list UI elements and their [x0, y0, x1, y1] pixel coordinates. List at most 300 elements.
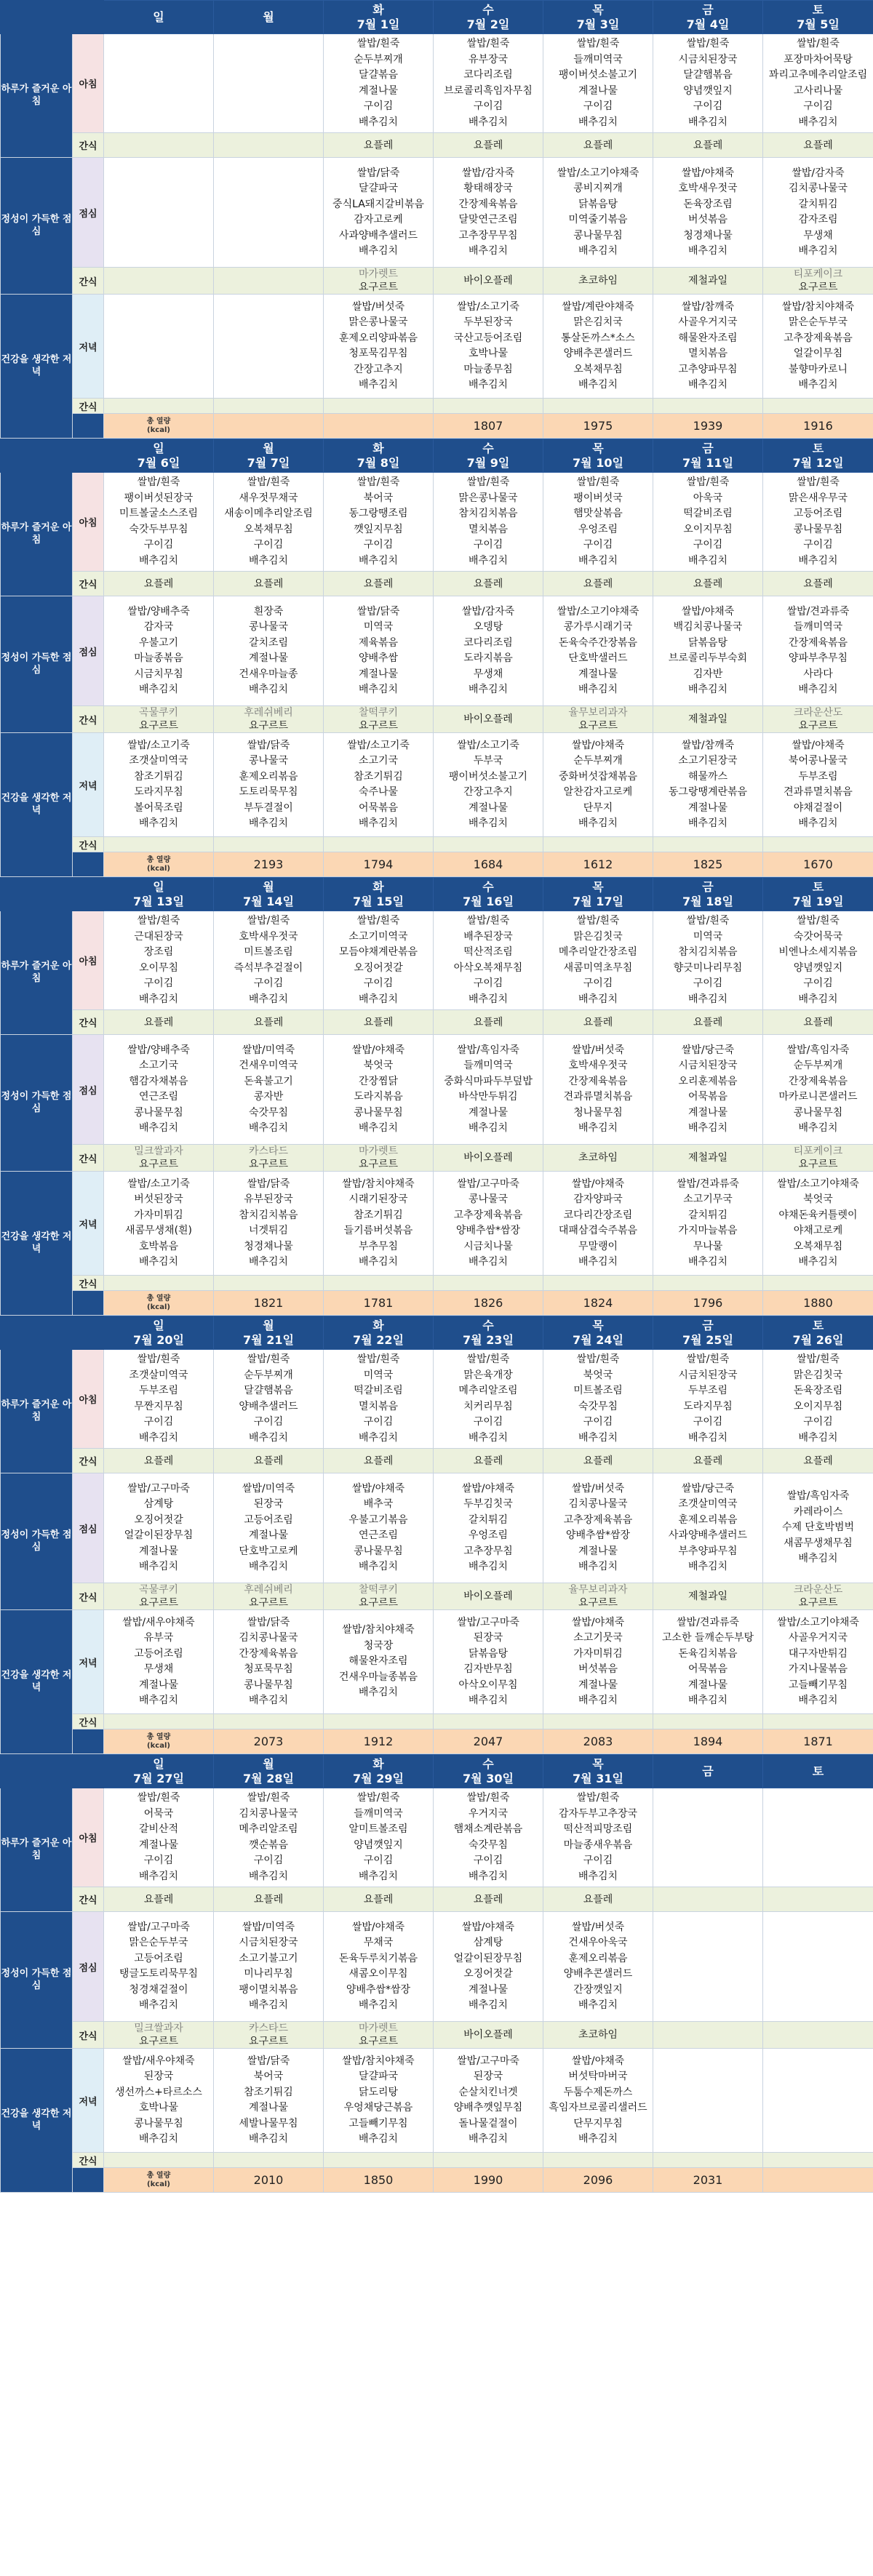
menu-item: 쌀밥/흑임자죽 [786, 1490, 850, 1503]
menu-item: 버섯탁마버국 [568, 2071, 628, 2082]
menu-item: 코다리조림 [463, 69, 513, 81]
menu-item: 얼갈이된장무침 [453, 1952, 523, 1964]
lunch-cell [434, 158, 543, 268]
menu-row-breakfast [1, 473, 873, 572]
menu-item: 배추김치 [468, 1870, 509, 1882]
section-label-dinner: 건강을 생각한 저녁 [1, 295, 73, 439]
menu-item: 배추김치 [468, 1999, 509, 2011]
menu-item: 배추김치 [687, 1256, 728, 1268]
menu-item: 배추김치 [138, 554, 179, 567]
menu-item: 배추김치 [358, 554, 399, 567]
menu-item: 배추김치 [687, 993, 728, 1005]
menu-item: 티포케이크 [793, 268, 843, 280]
row-label-lunch: 점심 [73, 158, 104, 268]
menu-item: 쌀밥/고구마죽 [457, 1177, 519, 1190]
menu-item: 요플레 [253, 1016, 284, 1028]
day-date: 7월 11일 [682, 455, 733, 470]
menu-item: 계절나물 [358, 84, 399, 97]
menu-item: 계절나물 [138, 1679, 179, 1691]
menu-item: 단호박고로케 [239, 1545, 298, 1557]
menu-row-dinner [1, 1610, 873, 1714]
menu-item: 초코하임 [578, 2029, 618, 2041]
menu-item: 배추김치 [578, 1256, 618, 1268]
menu-item: 구이김 [253, 1855, 284, 1866]
menu-item: 찰떡쿠키 [358, 707, 399, 719]
menu-item: 버섯볶음 [687, 214, 728, 225]
day-header [434, 1755, 543, 1788]
day-name: 금 [702, 2, 714, 17]
empty-cell [104, 2153, 214, 2168]
empty-cell [653, 837, 763, 852]
day-date: 7월 26일 [792, 1332, 844, 1347]
day-header [763, 439, 873, 473]
menu-item: 부추양파무침 [678, 1545, 738, 1557]
menu-item: 구이김 [803, 1416, 833, 1428]
section-spacer [73, 414, 104, 439]
menu-item: 야채겉절이 [793, 801, 843, 814]
menu-item: 소고기뭇국 [573, 1632, 623, 1644]
menu-item: 가지마늘볶음 [678, 1225, 738, 1236]
menu-item: 배추김치 [578, 1695, 618, 1706]
lunch-cell [543, 596, 653, 706]
menu-item: 구이김 [473, 100, 503, 112]
empty-cell [104, 1714, 214, 1729]
menu-item: 맑은콩나물국 [348, 316, 408, 328]
menu-item: 두부조림 [138, 1385, 179, 1396]
menu-item: 청경채겉절이 [129, 1983, 188, 1996]
day-name: 목 [592, 441, 604, 455]
menu-item: 팽이버섯소불고기 [558, 69, 638, 81]
snack_am-cell [543, 1010, 653, 1035]
menu-item: 쌀밥/닭죽 [247, 1616, 290, 1628]
snack_pm-cell [653, 706, 763, 733]
week-header-row [1, 1316, 873, 1350]
menu-item: 제육볶음 [358, 636, 399, 649]
menu-item: 쌀밥/흰죽 [247, 1792, 290, 1804]
lunch-cell [104, 1912, 214, 2022]
menu-item: 북어국 [253, 2071, 284, 2082]
menu-item: 갈치조림 [248, 636, 289, 649]
menu-row-lunch [1, 596, 873, 706]
menu-item: 배추김치 [468, 554, 509, 567]
menu-item: 해물완자조림 [348, 1655, 408, 1668]
day-header [543, 1316, 653, 1350]
header-corner [1, 1, 104, 34]
breakfast-cell [214, 473, 324, 572]
menu-item: 구이김 [143, 977, 174, 989]
day-header [763, 1, 873, 34]
kcal-label [104, 1729, 214, 1754]
menu-item: 참조기튀김 [354, 770, 403, 783]
menu-item: 마늘종무침 [463, 363, 513, 375]
menu-row-snack_am [1, 1010, 873, 1035]
kcal-value: 1796 [653, 1291, 763, 1316]
dinner-cell [104, 2049, 214, 2153]
menu-item: 쌀밥/닭죽 [356, 605, 400, 617]
menu-item: 후레쉬베리 [244, 1584, 293, 1596]
menu-item: 요플레 [583, 1016, 613, 1028]
snack_pm-cell [653, 1145, 763, 1172]
breakfast-cell [653, 473, 763, 572]
menu-item: 카레라이스 [793, 1505, 843, 1518]
day-header [653, 878, 763, 911]
menu-item: 생선까스+타르소스 [115, 2086, 202, 2098]
menu-item: 요플레 [803, 577, 833, 590]
menu-item: 훈제오리볶음 [239, 770, 298, 783]
menu-item: 배추김치 [798, 554, 838, 567]
menu-item: 청포묵무침 [244, 1663, 293, 1675]
menu-item: 무나물 [693, 1240, 723, 1252]
menu-item: 바이오플레 [463, 1591, 513, 1602]
menu-item: 시금치된장국 [678, 1060, 738, 1071]
empty-cell [653, 2153, 763, 2168]
snack_pm-cell [104, 2022, 214, 2049]
menu-item: 호박나물 [468, 348, 509, 359]
menu-item: 콩나물무침 [793, 523, 843, 535]
menu-item: 쌀밥/흰죽 [797, 38, 840, 49]
menu-item: 떡갈비조림 [683, 508, 733, 519]
menu-row-kcal [1, 1729, 873, 1754]
menu-item: 쌀밥/흰죽 [137, 915, 180, 927]
menu-row-kcal [1, 2168, 873, 2193]
kcal-value: 1894 [653, 1729, 763, 1754]
day-date: 7월 1일 [356, 17, 400, 31]
breakfast-cell [324, 1788, 434, 1887]
menu-item: 크라운산도 [793, 1584, 843, 1596]
menu-item: 요플레 [363, 1893, 394, 1905]
menu-item: 미트볼조림 [573, 1385, 623, 1396]
lunch-cell [434, 1473, 543, 1583]
menu-item: 간장고추지 [354, 363, 403, 375]
breakfast-cell [104, 911, 214, 1010]
menu-row-kcal [1, 1291, 873, 1316]
menu-item: 배추된장국 [463, 930, 513, 943]
day-date: 7월 8일 [356, 455, 400, 470]
dinner-cell [434, 2049, 543, 2153]
menu-item: 제철과일 [687, 1152, 728, 1164]
menu-item: 쌀밥/야채죽 [461, 1482, 515, 1495]
menu-item: 쌀밥/참치야채죽 [342, 2055, 415, 2067]
snack_pm-cell [104, 1145, 214, 1172]
menu-item: 콩나물무침 [354, 1545, 403, 1557]
menu-item: 숙갓무침 [248, 1106, 289, 1119]
empty-cell [653, 1714, 763, 1729]
menu-item: 훈제오리볶음 [678, 1513, 738, 1526]
menu-item: 순두부찌개 [354, 53, 403, 65]
menu-item: 배추김치 [687, 116, 728, 128]
menu-item: 된장국 [473, 1632, 503, 1644]
menu-item: 고소한 들깨순두부탕 [661, 1632, 754, 1644]
kcal-value: 1807 [434, 414, 543, 439]
menu-item: 우불고기 [138, 636, 179, 649]
row-label-lunch: 점심 [73, 596, 104, 706]
menu-item: 맑은김칫국 [793, 1369, 843, 1381]
dinner-cell [543, 1172, 653, 1276]
day-name: 목 [592, 879, 604, 894]
menu-item: 팽이버섯소불고기 [448, 770, 528, 783]
menu-item: 참조기튀김 [354, 1209, 403, 1221]
menu-item: 쌀밥/야채죽 [351, 1482, 405, 1495]
menu-item: 연근조림 [138, 1091, 179, 1103]
dinner-cell [214, 733, 324, 837]
menu-item: 조갯살미역국 [129, 755, 188, 767]
breakfast-cell [434, 34, 543, 133]
menu-item: 소고기미역국 [348, 930, 408, 943]
snack_pm-cell [653, 268, 763, 295]
menu-item: 청국장 [363, 1639, 394, 1652]
menu-item: 배추김치 [248, 817, 289, 829]
menu-item: 구이김 [143, 539, 174, 551]
menu-item: 버섯볶음 [578, 1663, 618, 1675]
menu-item: 구이김 [253, 1416, 284, 1428]
lunch-cell [653, 158, 763, 268]
menu-row-snack_pm [1, 1583, 873, 1610]
day-header [214, 1316, 324, 1350]
menu-row-snack_pm [1, 2022, 873, 2049]
menu-item: 바이오플레 [463, 1152, 513, 1164]
snack_pm-cell [434, 268, 543, 295]
menu-item: 중화식마파두부덮밥 [444, 1075, 533, 1087]
lunch-cell [104, 1035, 214, 1145]
snack_am-cell [653, 1887, 763, 1912]
menu-item: 배추김치 [358, 1687, 399, 1699]
header-corner [1, 439, 104, 473]
menu-item: 숙갓무침 [468, 1839, 509, 1851]
menu-item: 쌀밥/흰죽 [247, 1353, 290, 1365]
kcal-label [104, 2168, 214, 2193]
menu-item: 양념깻잎지 [354, 1839, 403, 1851]
menu-item: 쌀밥/버섯죽 [571, 1921, 625, 1933]
breakfast-cell [434, 473, 543, 572]
menu-row-kcal [1, 414, 873, 439]
day-date: 7월 23일 [463, 1332, 514, 1347]
menu-item: 쌀밥/흰죽 [686, 915, 730, 927]
menu-item: 배추김치 [248, 1122, 289, 1134]
menu-item: 카스타드 [248, 1145, 289, 1157]
menu-item: 된장국 [143, 2071, 174, 2082]
menu-row-snack_am [1, 572, 873, 596]
day-name: 화 [372, 2, 384, 17]
menu-item: 배추김치 [358, 817, 399, 829]
menu-item: 티포케이크 [793, 1145, 843, 1157]
menu-row-breakfast [1, 34, 873, 133]
week-header-row [1, 878, 873, 911]
row-label-dinner: 저녁 [73, 1610, 104, 1714]
snack_am-cell [214, 133, 324, 158]
dinner-cell [324, 733, 434, 837]
menu-item: 어묵볶음 [358, 801, 399, 814]
menu-item: 무짠지무침 [134, 1400, 183, 1412]
menu-item: 쌀밥/흰죽 [576, 915, 620, 927]
day-name: 금 [702, 879, 714, 894]
snack_pm-cell [104, 268, 214, 295]
day-header [324, 1, 434, 34]
menu-item: 배추김치 [358, 379, 399, 391]
snack_pm-cell [214, 706, 324, 733]
breakfast-cell [763, 473, 873, 572]
menu-item: 미역줄기볶음 [568, 214, 628, 225]
menu-item: 견과류멸치볶음 [563, 1091, 633, 1103]
menu-item: 요플레 [473, 577, 503, 590]
menu-item: 배추김치 [578, 993, 618, 1005]
menu-item: 멸치볶음 [468, 523, 509, 535]
day-header [104, 878, 214, 911]
menu-item: 구이김 [473, 1416, 503, 1428]
row-label-snack: 간식 [73, 706, 104, 733]
lunch-cell [104, 596, 214, 706]
empty-cell [434, 1276, 543, 1291]
menu-item: 배추김치 [798, 379, 838, 391]
menu-item: 바이오플레 [463, 275, 513, 287]
snack_am-cell [434, 1887, 543, 1912]
snack_am-cell [543, 1887, 653, 1912]
menu-item: 비엔나소세지볶음 [778, 946, 858, 958]
menu-item: 새콤무생채(흰) [124, 1225, 193, 1236]
menu-item: 계절나물 [248, 652, 289, 664]
section-label-breakfast: 하루가 즐거운 아침 [1, 911, 73, 1035]
menu-item: 세발나물무침 [239, 2117, 298, 2129]
breakfast-cell [324, 34, 434, 133]
day-name: 금 [702, 1764, 714, 1778]
menu-item: 고추장제육볶음 [563, 1513, 633, 1526]
breakfast-cell [214, 911, 324, 1010]
menu-item: 건새우미역국 [239, 1060, 298, 1071]
day-name: 토 [812, 1318, 824, 1332]
menu-item: 브로콜리두부숙회 [668, 652, 748, 664]
menu-item: 계절나물 [578, 84, 618, 97]
menu-item: 배추김치 [248, 684, 289, 695]
menu-item: 고추장제육볶음 [453, 1209, 523, 1221]
menu-item: 햄감자채볶음 [129, 1075, 188, 1087]
menu-item: 동그랑땡조림 [348, 508, 408, 519]
menu-item: 우불고기볶음 [348, 1513, 408, 1526]
row-label-breakfast: 아침 [73, 34, 104, 133]
snack_pm-cell [543, 706, 653, 733]
snack_pm-cell [434, 2022, 543, 2049]
menu-item: 마카로니콘샐러드 [778, 1091, 858, 1103]
snack_am-cell [543, 1449, 653, 1473]
menu-item: 구이김 [363, 1855, 394, 1866]
kcal-value: 1916 [763, 414, 873, 439]
menu-item: 떡갈비조림 [354, 1385, 403, 1396]
menu-item: 배추김치 [468, 1256, 509, 1268]
snack_am-cell [763, 1887, 873, 1912]
menu-item: 요플레 [583, 577, 613, 590]
snack_pm-cell [543, 1145, 653, 1172]
menu-item: 우엉조림 [578, 523, 618, 535]
day-header [543, 439, 653, 473]
day-header [104, 439, 214, 473]
menu-item: 오복채무침 [244, 523, 293, 535]
day-date: 7월 4일 [686, 17, 730, 31]
menu-item: 바삭만두튀김 [458, 1091, 518, 1103]
menu-item: 멸치볶음 [358, 1400, 399, 1412]
menu-row-snack_pm [1, 706, 873, 733]
menu-item: 쌀밥/야채죽 [681, 605, 735, 617]
breakfast-cell [653, 1788, 763, 1887]
row-label-breakfast: 아침 [73, 473, 104, 572]
day-date: 7월 21일 [243, 1332, 294, 1347]
menu-item: 배추김치 [358, 245, 399, 257]
snack_pm-cell [763, 1145, 873, 1172]
dinner-cell [104, 733, 214, 837]
menu-item: 닭볶음탕 [687, 636, 728, 649]
menu-item: 계절나물 [138, 1839, 179, 1851]
row-label-dinner: 저녁 [73, 1172, 104, 1276]
kcal-value [214, 414, 324, 439]
menu-item: 김치콩나물국 [788, 183, 848, 194]
breakfast-cell [653, 34, 763, 133]
kcal-value: 2031 [653, 2168, 763, 2193]
menu-item: 햄맛살볶음 [573, 508, 623, 519]
menu-item: 요구르트 [358, 281, 399, 293]
menu-item: 배추김치 [798, 684, 838, 695]
menu-item: 가지나물볶음 [788, 1663, 848, 1675]
empty-cell [434, 2153, 543, 2168]
menu-item: 요플레 [253, 1455, 284, 1467]
menu-item: 즉석부추겉절이 [234, 961, 303, 974]
menu-item: 요구르트 [138, 1159, 179, 1170]
menu-item: 탱글도토리묵무침 [119, 1968, 199, 1980]
menu-item: 밀크쌀과자 [134, 2023, 183, 2034]
menu-item: 대패삼겹숙주볶음 [558, 1225, 638, 1236]
day-date: 7월 15일 [353, 894, 404, 908]
day-date: 7월 9일 [466, 455, 510, 470]
kcal-unit-text: (kcal) [147, 1303, 170, 1311]
dinner-cell [434, 733, 543, 837]
kcal-value: 1794 [324, 852, 434, 877]
menu-item: 시금치된장국 [678, 1369, 738, 1381]
menu-item: 구이김 [473, 539, 503, 551]
menu-item: 달맞연근조림 [458, 214, 518, 225]
menu-item: 팽이버섯국 [573, 492, 623, 504]
day-header [434, 1316, 543, 1350]
menu-item: 달걀파국 [358, 2071, 399, 2082]
menu-row-evening-snack [1, 399, 873, 414]
day-header [543, 1, 653, 34]
kcal-label [104, 414, 214, 439]
day-name: 월 [263, 1318, 274, 1332]
week-table [0, 1754, 873, 2193]
day-date: 7월 30일 [463, 1771, 514, 1785]
menu-item: 요구르트 [798, 720, 838, 732]
section-label-breakfast: 하루가 즐거운 아침 [1, 1788, 73, 1912]
menu-item: 고등어조림 [134, 1952, 183, 1964]
menu-item: 구이김 [473, 977, 503, 989]
dinner-cell [214, 2049, 324, 2153]
menu-item: 시금치된장국 [239, 1937, 298, 1948]
kcal-value: 2047 [434, 1729, 543, 1754]
menu-row-evening-snack [1, 2153, 873, 2168]
menu-item: 삼계탕 [143, 1498, 174, 1510]
menu-item: 단무지무침 [573, 2117, 623, 2129]
snack_pm-cell [543, 1583, 653, 1610]
kcal-value: 1990 [434, 2168, 543, 2193]
menu-item: 맑은콩나물국 [458, 492, 518, 504]
menu-item: 구이김 [693, 539, 723, 551]
snack_am-cell [763, 572, 873, 596]
menu-item: 쌀밥/당근죽 [681, 1482, 735, 1495]
menu-item: 쌀밥/흰죽 [466, 38, 510, 49]
menu-item: 쌀밥/야채죽 [571, 1177, 625, 1190]
week-header-row [1, 1, 873, 34]
menu-item: 감자고로케 [354, 214, 403, 225]
day-header [214, 878, 324, 911]
snack_pm-cell [104, 706, 214, 733]
menu-item: 요플레 [143, 1893, 174, 1905]
menu-item: 사골우거지국 [788, 1632, 848, 1644]
dinner-cell [543, 295, 653, 399]
